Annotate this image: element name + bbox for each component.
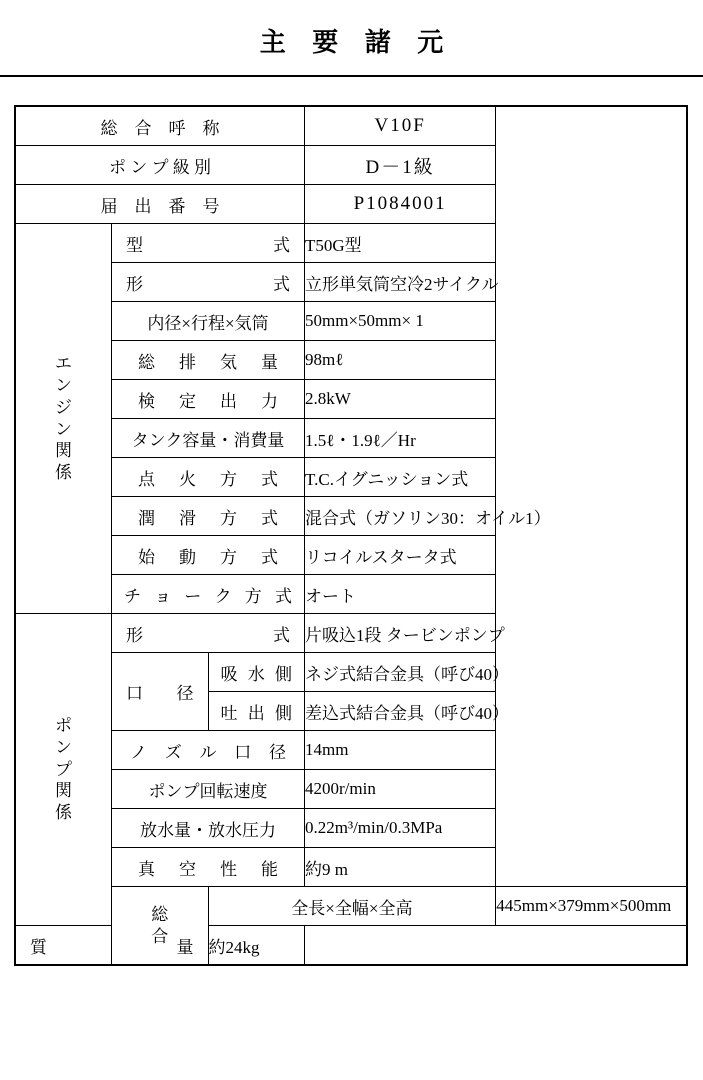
row-label: 放水量・放水圧力 bbox=[112, 809, 305, 848]
row-label: ポンプ回転速度 bbox=[112, 770, 305, 809]
table-row bbox=[15, 653, 687, 692]
row-value: T.C.イグニッション式 bbox=[305, 458, 496, 497]
title-area bbox=[0, 0, 703, 77]
row-value: ネジ式結合金具（呼び40） bbox=[305, 653, 496, 692]
row-value: オート bbox=[305, 575, 496, 614]
table-row bbox=[15, 263, 687, 302]
row-value: 14mm bbox=[305, 731, 496, 770]
table-row bbox=[15, 419, 687, 458]
row-sublabel: 吸 水 側 bbox=[208, 653, 305, 692]
table-row bbox=[15, 458, 687, 497]
row-value: 約24kg bbox=[208, 926, 305, 966]
row-value: 混合式（ガソリン30：オイル1） bbox=[305, 497, 496, 536]
row-label: 形 式 bbox=[112, 263, 305, 302]
row-label: チ ョ ー ク 方 式 bbox=[112, 575, 305, 614]
row-label: ポ ン プ 級 別 bbox=[15, 146, 305, 185]
spec-table bbox=[14, 105, 688, 966]
row-value: リコイルスタータ式 bbox=[305, 536, 496, 575]
row-value: V10F bbox=[305, 106, 496, 146]
group-label-pump: ポ ン プ 関 係 bbox=[15, 614, 112, 926]
row-value: 約9 m bbox=[305, 848, 496, 887]
row-label: タンク容量・消費量 bbox=[112, 419, 305, 458]
page-title: 主 要 諸 元 bbox=[259, 28, 454, 57]
table-row bbox=[15, 380, 687, 419]
table-row bbox=[15, 926, 687, 966]
row-value: D－1級 bbox=[305, 146, 496, 185]
row-value: 2.8kW bbox=[305, 380, 496, 419]
row-value: 差込式結合金具（呼び40） bbox=[305, 692, 496, 731]
row-value: 立形単気筒空冷2サイクル bbox=[305, 263, 496, 302]
table-row bbox=[15, 536, 687, 575]
row-label: 総 合 呼 称 bbox=[15, 106, 305, 146]
row-label: 届 出 番 号 bbox=[15, 185, 305, 224]
row-label: 総 排 気 量 bbox=[112, 341, 305, 380]
row-value: 98mℓ bbox=[305, 341, 496, 380]
table-row bbox=[15, 146, 687, 185]
row-label: 内径×行程×気筒 bbox=[112, 302, 305, 341]
table-row bbox=[15, 106, 687, 146]
row-sublabel: 吐 出 側 bbox=[208, 692, 305, 731]
title-divider bbox=[0, 75, 703, 77]
group-label-engine: エ ン ジ ン 関 係 bbox=[15, 224, 112, 614]
table-row bbox=[15, 185, 687, 224]
row-label: 形 式 bbox=[112, 614, 305, 653]
table-row bbox=[15, 575, 687, 614]
row-value: 50mm×50mm× 1 bbox=[305, 302, 496, 341]
table-row bbox=[15, 341, 687, 380]
row-label: 質 量 bbox=[15, 926, 208, 966]
row-value: 445mm×379mm×500mm bbox=[496, 887, 687, 926]
row-label: 潤 滑 方 式 bbox=[112, 497, 305, 536]
table-row bbox=[15, 731, 687, 770]
row-label: 真 空 性 能 bbox=[112, 848, 305, 887]
row-value: 1.5ℓ・1.9ℓ／Hr bbox=[305, 419, 496, 458]
group-label-overall: 総 合 bbox=[112, 887, 209, 966]
row-value: T50G型 bbox=[305, 224, 496, 263]
table-row bbox=[15, 497, 687, 536]
row-label: 点 火 方 式 bbox=[112, 458, 305, 497]
table-row bbox=[15, 224, 687, 263]
row-value: P1084001 bbox=[305, 185, 496, 224]
row-value: 0.22m³/min/0.3MPa bbox=[305, 809, 496, 848]
table-row bbox=[15, 809, 687, 848]
table-row bbox=[15, 302, 687, 341]
row-label: 型 式 bbox=[112, 224, 305, 263]
spec-table-wrap bbox=[14, 105, 689, 966]
table-row bbox=[15, 848, 687, 887]
row-label: ノ ズ ル 口 径 bbox=[112, 731, 305, 770]
row-value: 片吸込1段 タービンポンプ bbox=[305, 614, 496, 653]
table-row bbox=[15, 887, 687, 926]
row-value: 4200r/min bbox=[305, 770, 496, 809]
table-row bbox=[15, 770, 687, 809]
table-row bbox=[15, 614, 687, 653]
row-label-bore: 口 径 bbox=[112, 653, 209, 731]
row-label: 全長×全幅×全高 bbox=[208, 887, 496, 926]
row-label: 検 定 出 力 bbox=[112, 380, 305, 419]
row-label: 始 動 方 式 bbox=[112, 536, 305, 575]
